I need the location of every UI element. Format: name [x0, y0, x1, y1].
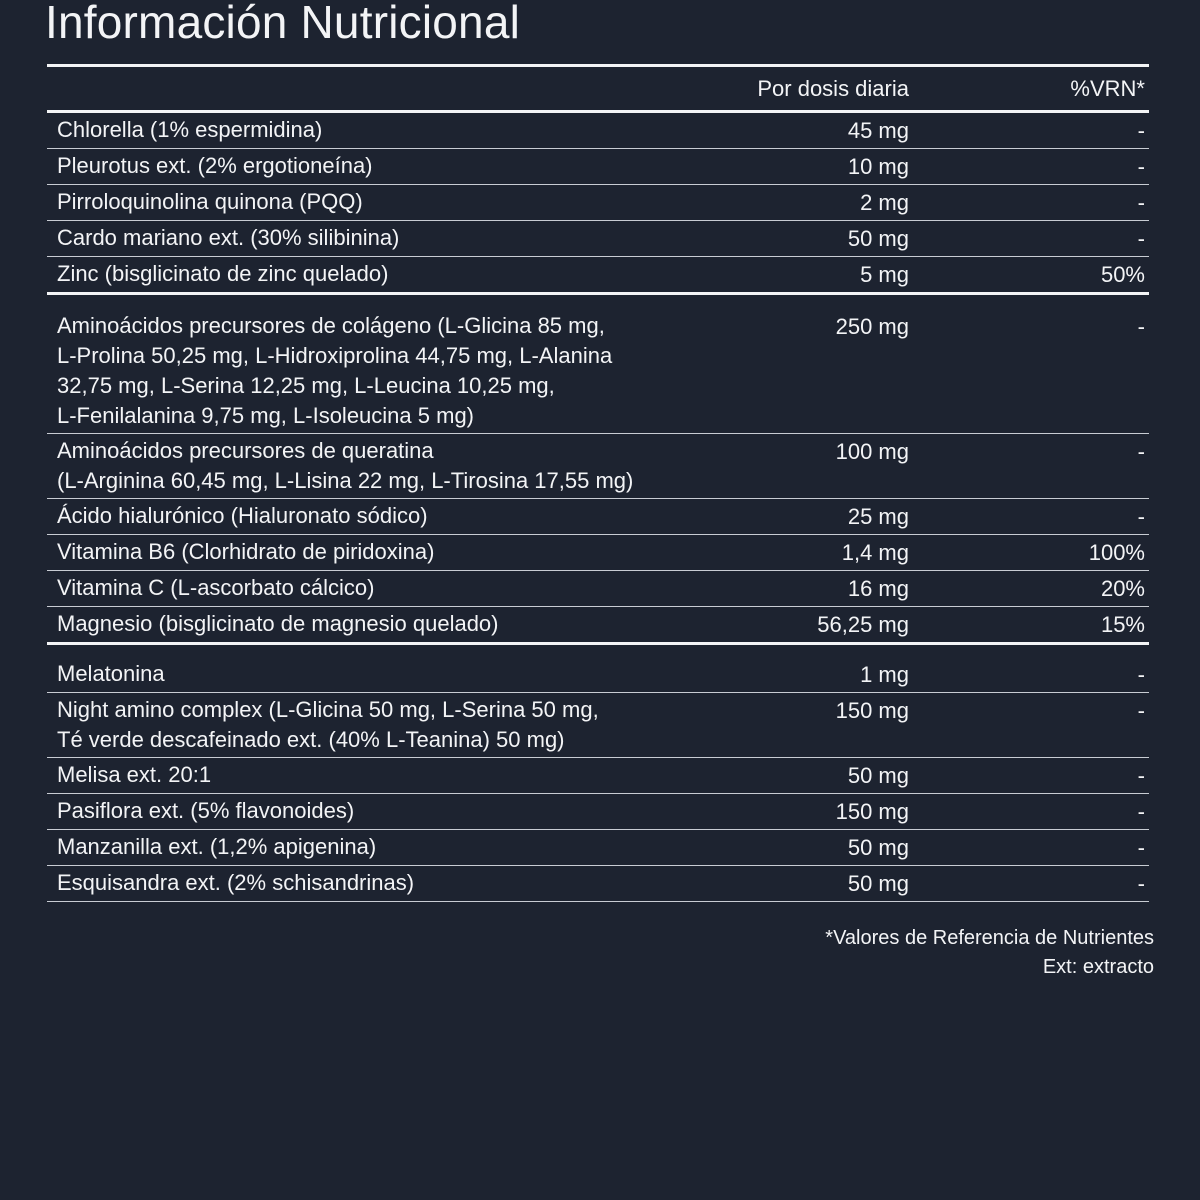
ingredient-group-1 [47, 113, 1149, 295]
dose-value: 50 mg [847, 835, 909, 860]
vrn-value: - [1137, 662, 1145, 687]
vrn-value: - [1137, 154, 1145, 179]
table-row [47, 257, 1149, 292]
table-row [47, 607, 1149, 642]
table-row [47, 149, 1149, 185]
ingredient-name: Zinc (bisglicinato de zinc quelado) [57, 261, 389, 286]
dose-value: 45 mg [847, 118, 909, 143]
page-title: Información Nutricional [45, 0, 521, 48]
vrn-value: 20% [1100, 576, 1145, 601]
vrn-value: - [1137, 799, 1145, 824]
dose-value: 16 mg [847, 576, 909, 601]
table-row [47, 693, 1149, 758]
dose-value: 50 mg [847, 226, 909, 251]
ext-footnote: Ext: extracto [1042, 956, 1154, 978]
vrn-value: 15% [1100, 612, 1145, 637]
ingredient-name: Cardo mariano ext. (30% silibinina) [57, 225, 400, 250]
ingredient-name: Aminoácidos precursores de queratina (L-Arginina 60,45 mg, L-Lisina 22 mg, L-Tirosina 17,55 mg) [57, 438, 634, 493]
table-row [47, 645, 1149, 693]
ingredient-name: Esquisandra ext. (2% schisandrinas) [57, 870, 415, 895]
dose-value: 2 mg [860, 190, 909, 215]
header-dose: Por dosis diaria [757, 75, 909, 101]
ingredient-name: Aminoácidos precursores de colágeno (L-Glicina 85 mg, L-Prolina 50,25 mg, L-Hidroxiprolina 44,75 mg, L-Alanina 32,75 mg, L-Serina 12,25 mg, L-Leucina 10,25 mg, L-Fenilalanina 9,75 mg, L-Isoleucina 5 mg) [57, 313, 613, 428]
dose-value: 50 mg [847, 763, 909, 788]
ingredient-name: Vitamina B6 (Clorhidrato de piridoxina) [57, 539, 435, 564]
table-row [47, 113, 1149, 149]
ingredient-name: Pleurotus ext. (2% ergotioneína) [57, 153, 373, 178]
vrn-value: - [1137, 871, 1145, 896]
table-row [47, 221, 1149, 257]
table-row [47, 794, 1149, 830]
vrn-value: - [1137, 835, 1145, 860]
table-row [47, 758, 1149, 794]
dose-value: 5 mg [860, 262, 909, 287]
ingredient-name: Chlorella (1% espermidina) [57, 117, 323, 142]
dose-value: 50 mg [847, 871, 909, 896]
table-row [47, 185, 1149, 221]
vrn-value: - [1137, 226, 1145, 251]
table-row [47, 535, 1149, 571]
vrn-footnote: *Valores de Referencia de Nutrientes [825, 927, 1154, 949]
ingredient-name: Ácido hialurónico (Hialuronato sódico) [57, 503, 428, 528]
ingredient-name: Manzanilla ext. (1,2% apigenina) [57, 834, 377, 859]
vrn-value: - [1137, 763, 1145, 788]
footnotes [825, 924, 1154, 982]
ingredient-group-3 [47, 645, 1149, 902]
dose-value: 1 mg [860, 662, 909, 687]
vrn-value: - [1137, 118, 1145, 143]
ingredient-name: Pirroloquinolina quinona (PQQ) [57, 189, 363, 214]
vrn-value: - [1137, 698, 1145, 723]
table-row [47, 499, 1149, 535]
table-header [47, 67, 1149, 113]
dose-value: 1,4 mg [841, 540, 909, 565]
ingredient-name: Magnesio (bisglicinato de magnesio quelado) [57, 611, 499, 636]
vrn-value: - [1137, 190, 1145, 215]
nutrition-table [47, 64, 1149, 902]
table-row [47, 830, 1149, 866]
vrn-value: 100% [1088, 540, 1145, 565]
ingredient-name: Night amino complex (L-Glicina 50 mg, L-Serina 50 mg, Té verde descafeinado ext. (40% L-Teanina) 50 mg) [57, 697, 599, 752]
ingredient-name: Pasiflora ext. (5% flavonoides) [57, 798, 355, 823]
vrn-value: - [1137, 314, 1145, 339]
ingredient-group-2 [47, 295, 1149, 645]
ingredient-name: Melisa ext. 20:1 [57, 762, 212, 787]
header-vrn: %VRN* [1070, 75, 1145, 101]
dose-value: 100 mg [835, 439, 909, 464]
table-row [47, 571, 1149, 607]
dose-value: 56,25 mg [817, 612, 909, 637]
dose-value: 250 mg [835, 314, 909, 339]
vrn-value: 50% [1100, 262, 1145, 287]
vrn-value: - [1137, 439, 1145, 464]
dose-value: 150 mg [835, 799, 909, 824]
ingredient-name: Melatonina [57, 661, 165, 686]
dose-value: 25 mg [847, 504, 909, 529]
table-row [47, 434, 1149, 499]
table-row [47, 295, 1149, 434]
table-row [47, 866, 1149, 902]
vrn-value: - [1137, 504, 1145, 529]
dose-value: 150 mg [835, 698, 909, 723]
dose-value: 10 mg [847, 154, 909, 179]
ingredient-name: Vitamina C (L-ascorbato cálcico) [57, 575, 375, 600]
